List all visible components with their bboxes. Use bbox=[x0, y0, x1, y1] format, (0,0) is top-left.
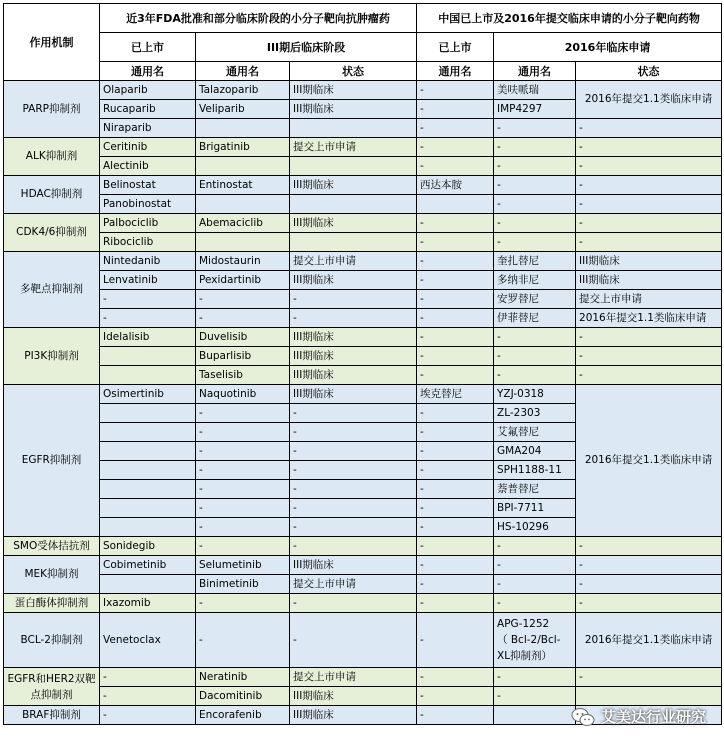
cell bbox=[494, 706, 576, 725]
cell bbox=[100, 480, 196, 499]
cell: Midostaurin bbox=[196, 252, 290, 271]
cell: - bbox=[196, 442, 290, 461]
cell: - bbox=[494, 214, 576, 233]
cell bbox=[100, 518, 196, 537]
cell: - bbox=[417, 100, 494, 119]
cell: - bbox=[417, 119, 494, 138]
bcl2-drug-name: APG-1252 bbox=[497, 618, 550, 630]
cell: - bbox=[100, 290, 196, 309]
cell: Neratinib bbox=[196, 668, 290, 687]
table-row bbox=[4, 385, 722, 404]
col-generic: 通用名 bbox=[417, 62, 494, 81]
cell: - bbox=[100, 309, 196, 328]
cell: 提交上市申请 bbox=[290, 252, 417, 271]
cell: III期临床 bbox=[290, 328, 417, 347]
cell: 提交上市申请 bbox=[290, 575, 417, 594]
cell: - bbox=[494, 233, 576, 252]
cell: - bbox=[417, 480, 494, 499]
cell: - bbox=[196, 518, 290, 537]
cell: - bbox=[417, 157, 494, 176]
cell: YZJ-0318 bbox=[494, 385, 576, 404]
cell: - bbox=[576, 214, 722, 233]
cell: - bbox=[100, 706, 196, 725]
cell: Naquotinib bbox=[196, 385, 290, 404]
cell bbox=[100, 347, 196, 366]
cell: - bbox=[576, 328, 722, 347]
cell: Taselisib bbox=[196, 366, 290, 385]
cell: - bbox=[417, 366, 494, 385]
mechanism-cell: EGFR抑制剂 bbox=[4, 385, 100, 537]
cell: - bbox=[417, 347, 494, 366]
cell: III期临床 bbox=[576, 252, 722, 271]
cell: Venetoclax bbox=[100, 613, 196, 668]
header-a-marketed: 已上市 bbox=[100, 33, 196, 62]
table-row bbox=[4, 271, 722, 290]
cell: - bbox=[196, 537, 290, 556]
cell: - bbox=[290, 499, 417, 518]
cell bbox=[290, 157, 417, 176]
table-row bbox=[4, 668, 722, 687]
cell: - bbox=[576, 119, 722, 138]
cell: - bbox=[417, 252, 494, 271]
cell: Brigatinib bbox=[196, 138, 290, 157]
table-row bbox=[4, 195, 722, 214]
cell: Veliparib bbox=[196, 100, 290, 119]
header-b-2016: 2016年临床申请 bbox=[494, 33, 722, 62]
cell: - bbox=[290, 442, 417, 461]
cell bbox=[100, 442, 196, 461]
cell: - bbox=[196, 404, 290, 423]
table-row bbox=[4, 347, 722, 366]
table-row bbox=[4, 157, 722, 176]
cell: - bbox=[576, 537, 722, 556]
cell: - bbox=[100, 668, 196, 687]
mechanism-cell: SMO受体拮抗剂 bbox=[4, 537, 100, 556]
cell: Pexidartinib bbox=[196, 271, 290, 290]
table-row bbox=[4, 613, 722, 668]
cell: Cobimetinib bbox=[100, 556, 196, 575]
cell bbox=[290, 195, 417, 214]
table-row bbox=[4, 176, 722, 195]
cell: 美呋哌瑞 bbox=[494, 81, 576, 100]
cell: 提交上市申请 bbox=[290, 138, 417, 157]
cell: 萘普替尼 bbox=[494, 480, 576, 499]
cell: - bbox=[417, 613, 494, 668]
cell: Abemaciclib bbox=[196, 214, 290, 233]
cell: III期临床 bbox=[576, 271, 722, 290]
cell: - bbox=[290, 404, 417, 423]
cell: - bbox=[576, 138, 722, 157]
cell bbox=[196, 119, 290, 138]
cell: - bbox=[196, 309, 290, 328]
mechanism-cell: PI3K抑制剂 bbox=[4, 328, 100, 385]
cell: - bbox=[494, 347, 576, 366]
cell: - bbox=[290, 290, 417, 309]
cell: GMA204 bbox=[494, 442, 576, 461]
cell: III期临床 bbox=[290, 347, 417, 366]
cell: Niraparib bbox=[100, 119, 196, 138]
cell: - bbox=[494, 537, 576, 556]
cell: - bbox=[290, 594, 417, 613]
cell: - bbox=[494, 687, 576, 706]
cell: 提交上市申请 bbox=[576, 290, 722, 309]
table-row bbox=[4, 119, 722, 138]
cell: 2016年提交1.1类临床申请 bbox=[576, 309, 722, 328]
cell: - bbox=[417, 271, 494, 290]
cell: III期临床 bbox=[290, 81, 417, 100]
cell: Palbociclib bbox=[100, 214, 196, 233]
cell: - bbox=[576, 347, 722, 366]
cell: - bbox=[417, 594, 494, 613]
cell: - bbox=[417, 404, 494, 423]
cell: Dacomitinib bbox=[196, 687, 290, 706]
cell bbox=[100, 575, 196, 594]
bcl2-drug-note: （ Bcl-2/Bcl-XL抑制剂） bbox=[497, 634, 561, 662]
cell: - bbox=[494, 157, 576, 176]
cell: - bbox=[290, 613, 417, 668]
header-mechanism: 作用机制 bbox=[4, 4, 100, 81]
cell: Entinostat bbox=[196, 176, 290, 195]
cell bbox=[196, 195, 290, 214]
cell: Alectinib bbox=[100, 157, 196, 176]
cell: - bbox=[576, 594, 722, 613]
cell: - bbox=[196, 499, 290, 518]
cell: - bbox=[290, 537, 417, 556]
cell: - bbox=[417, 687, 494, 706]
mechanism-cell: 蛋白酶体抑制剂 bbox=[4, 594, 100, 613]
table-row bbox=[4, 214, 722, 233]
cell: Ribociclib bbox=[100, 233, 196, 252]
watermark bbox=[571, 706, 706, 727]
cell: Sonidegib bbox=[100, 537, 196, 556]
mechanism-cell: 多靶点抑制剂 bbox=[4, 252, 100, 328]
cell: 2016年提交1.1类临床申请 bbox=[576, 81, 722, 119]
cell: - bbox=[417, 309, 494, 328]
cell: Olaparib bbox=[100, 81, 196, 100]
header-a-phase3: III期后临床阶段 bbox=[196, 33, 417, 62]
cell: - bbox=[494, 195, 576, 214]
mechanism-cell: CDK4/6抑制剂 bbox=[4, 214, 100, 252]
cell: - bbox=[100, 687, 196, 706]
cell: - bbox=[494, 366, 576, 385]
cell: ZL-2303 bbox=[494, 404, 576, 423]
cell bbox=[196, 233, 290, 252]
cell: - bbox=[494, 119, 576, 138]
cell: - bbox=[417, 81, 494, 100]
cell: - bbox=[417, 706, 494, 725]
cell: - bbox=[417, 233, 494, 252]
cell: - bbox=[417, 461, 494, 480]
cell: - bbox=[196, 613, 290, 668]
mechanism-cell: ALK抑制剂 bbox=[4, 138, 100, 176]
cell: Ixazomib bbox=[100, 594, 196, 613]
cell: - bbox=[290, 423, 417, 442]
cell: - bbox=[196, 480, 290, 499]
cell: Talazoparib bbox=[196, 81, 290, 100]
cell bbox=[290, 233, 417, 252]
table-row bbox=[4, 687, 722, 706]
cell: Idelalisib bbox=[100, 328, 196, 347]
cell: - bbox=[576, 556, 722, 575]
cell: HS-10296 bbox=[494, 518, 576, 537]
watermark-text: 艾美达行业研究 bbox=[600, 708, 706, 726]
cell: - bbox=[576, 195, 722, 214]
cell: 埃克替尼 bbox=[417, 385, 494, 404]
cell: III期临床 bbox=[290, 556, 417, 575]
mechanism-cell: BRAF抑制剂 bbox=[4, 706, 100, 725]
cell: - bbox=[576, 366, 722, 385]
mechanism-cell: MEK抑制剂 bbox=[4, 556, 100, 594]
cell: Ceritinib bbox=[100, 138, 196, 157]
table-row bbox=[4, 290, 722, 309]
table-row bbox=[4, 252, 722, 271]
col-generic: 通用名 bbox=[494, 62, 576, 81]
cell bbox=[100, 461, 196, 480]
cell: - bbox=[417, 328, 494, 347]
col-generic: 通用名 bbox=[196, 62, 290, 81]
cell: 艾氟替尼 bbox=[494, 423, 576, 442]
cell: III期临床 bbox=[290, 271, 417, 290]
cell: - bbox=[576, 176, 722, 195]
cell: - bbox=[417, 518, 494, 537]
cell: - bbox=[196, 594, 290, 613]
cell: 西达本胺 bbox=[417, 176, 494, 195]
table-row bbox=[4, 537, 722, 556]
cell: III期临床 bbox=[290, 214, 417, 233]
cell: 2016年提交1.1类临床申请 bbox=[576, 613, 722, 668]
table-row bbox=[4, 575, 722, 594]
cell: Encorafenib bbox=[196, 706, 290, 725]
cell bbox=[100, 423, 196, 442]
cell: - bbox=[196, 290, 290, 309]
cell: - bbox=[417, 537, 494, 556]
cell: - bbox=[290, 309, 417, 328]
cell: III期临床 bbox=[290, 385, 417, 404]
cell: Belinostat bbox=[100, 176, 196, 195]
table-row bbox=[4, 594, 722, 613]
cell: III期临床 bbox=[290, 706, 417, 725]
cell: 提交上市申请 bbox=[290, 668, 417, 687]
cell: - bbox=[494, 556, 576, 575]
cell bbox=[100, 366, 196, 385]
mechanism-cell: BCL-2抑制剂 bbox=[4, 613, 100, 668]
cell: - bbox=[417, 214, 494, 233]
cell bbox=[290, 119, 417, 138]
header-group-a: 近3年FDA批准和部分临床阶段的小分子靶向抗肿瘤药 bbox=[100, 4, 417, 33]
cell: - bbox=[576, 157, 722, 176]
drug-table bbox=[3, 3, 722, 725]
cell: Rucaparib bbox=[100, 100, 196, 119]
cell: Lenvatinib bbox=[100, 271, 196, 290]
cell bbox=[100, 499, 196, 518]
cell: 奎扎替尼 bbox=[494, 252, 576, 271]
cell: Selumetinib bbox=[196, 556, 290, 575]
header-b-marketed: 已上市 bbox=[417, 33, 494, 62]
cell: - bbox=[417, 138, 494, 157]
cell: Panobinostat bbox=[100, 195, 196, 214]
table-row bbox=[4, 328, 722, 347]
mechanism-cell: HDAC抑制剂 bbox=[4, 176, 100, 214]
cell: 安罗替尼 bbox=[494, 290, 576, 309]
cell bbox=[100, 404, 196, 423]
cell: - bbox=[576, 233, 722, 252]
cell: - bbox=[417, 442, 494, 461]
cell: - bbox=[494, 138, 576, 157]
cell: - bbox=[290, 461, 417, 480]
cell: Osimertinib bbox=[100, 385, 196, 404]
cell: III期临床 bbox=[290, 176, 417, 195]
cell: - bbox=[417, 423, 494, 442]
cell: - bbox=[576, 575, 722, 594]
col-status: 状态 bbox=[576, 62, 722, 81]
header-group-b: 中国已上市及2016年提交临床申请的小分子靶向药物 bbox=[417, 4, 722, 33]
cell: IMP4297 bbox=[494, 100, 576, 119]
cell: Nintedanib bbox=[100, 252, 196, 271]
table-row bbox=[4, 366, 722, 385]
cell: 多纳非尼 bbox=[494, 271, 576, 290]
cell: - bbox=[576, 668, 722, 687]
cell: - bbox=[417, 556, 494, 575]
cell: 2016年提交1.1类临床申请 bbox=[576, 385, 722, 537]
wechat-icon bbox=[571, 707, 595, 727]
cell: 伊菲替尼 bbox=[494, 309, 576, 328]
col-status: 状态 bbox=[290, 62, 417, 81]
table-row bbox=[4, 556, 722, 575]
cell: BPI-7711 bbox=[494, 499, 576, 518]
cell: III期临床 bbox=[290, 100, 417, 119]
table-row bbox=[4, 309, 722, 328]
col-generic: 通用名 bbox=[100, 62, 196, 81]
cell: - bbox=[290, 518, 417, 537]
cell: - bbox=[417, 499, 494, 518]
cell: - bbox=[494, 328, 576, 347]
cell bbox=[417, 195, 494, 214]
cell: - bbox=[494, 176, 576, 195]
table-row bbox=[4, 138, 722, 157]
cell: - bbox=[196, 461, 290, 480]
cell: - bbox=[494, 594, 576, 613]
cell: - bbox=[196, 423, 290, 442]
table-row bbox=[4, 81, 722, 100]
cell: SPH1188-11 bbox=[494, 461, 576, 480]
cell: - bbox=[290, 480, 417, 499]
cell: III期临床 bbox=[290, 687, 417, 706]
cell bbox=[494, 613, 576, 668]
cell: - bbox=[494, 668, 576, 687]
table-row bbox=[4, 233, 722, 252]
cell: III期临床 bbox=[290, 366, 417, 385]
mechanism-cell: PARP抑制剂 bbox=[4, 81, 100, 138]
cell: - bbox=[417, 290, 494, 309]
cell: - bbox=[417, 575, 494, 594]
cell: - bbox=[494, 575, 576, 594]
cell bbox=[196, 157, 290, 176]
mechanism-cell: EGFR和HER2双靶点抑制剂 bbox=[4, 668, 100, 706]
cell: Binimetinib bbox=[196, 575, 290, 594]
cell bbox=[576, 687, 722, 706]
cell: Duvelisib bbox=[196, 328, 290, 347]
cell: Buparlisib bbox=[196, 347, 290, 366]
cell: - bbox=[417, 668, 494, 687]
